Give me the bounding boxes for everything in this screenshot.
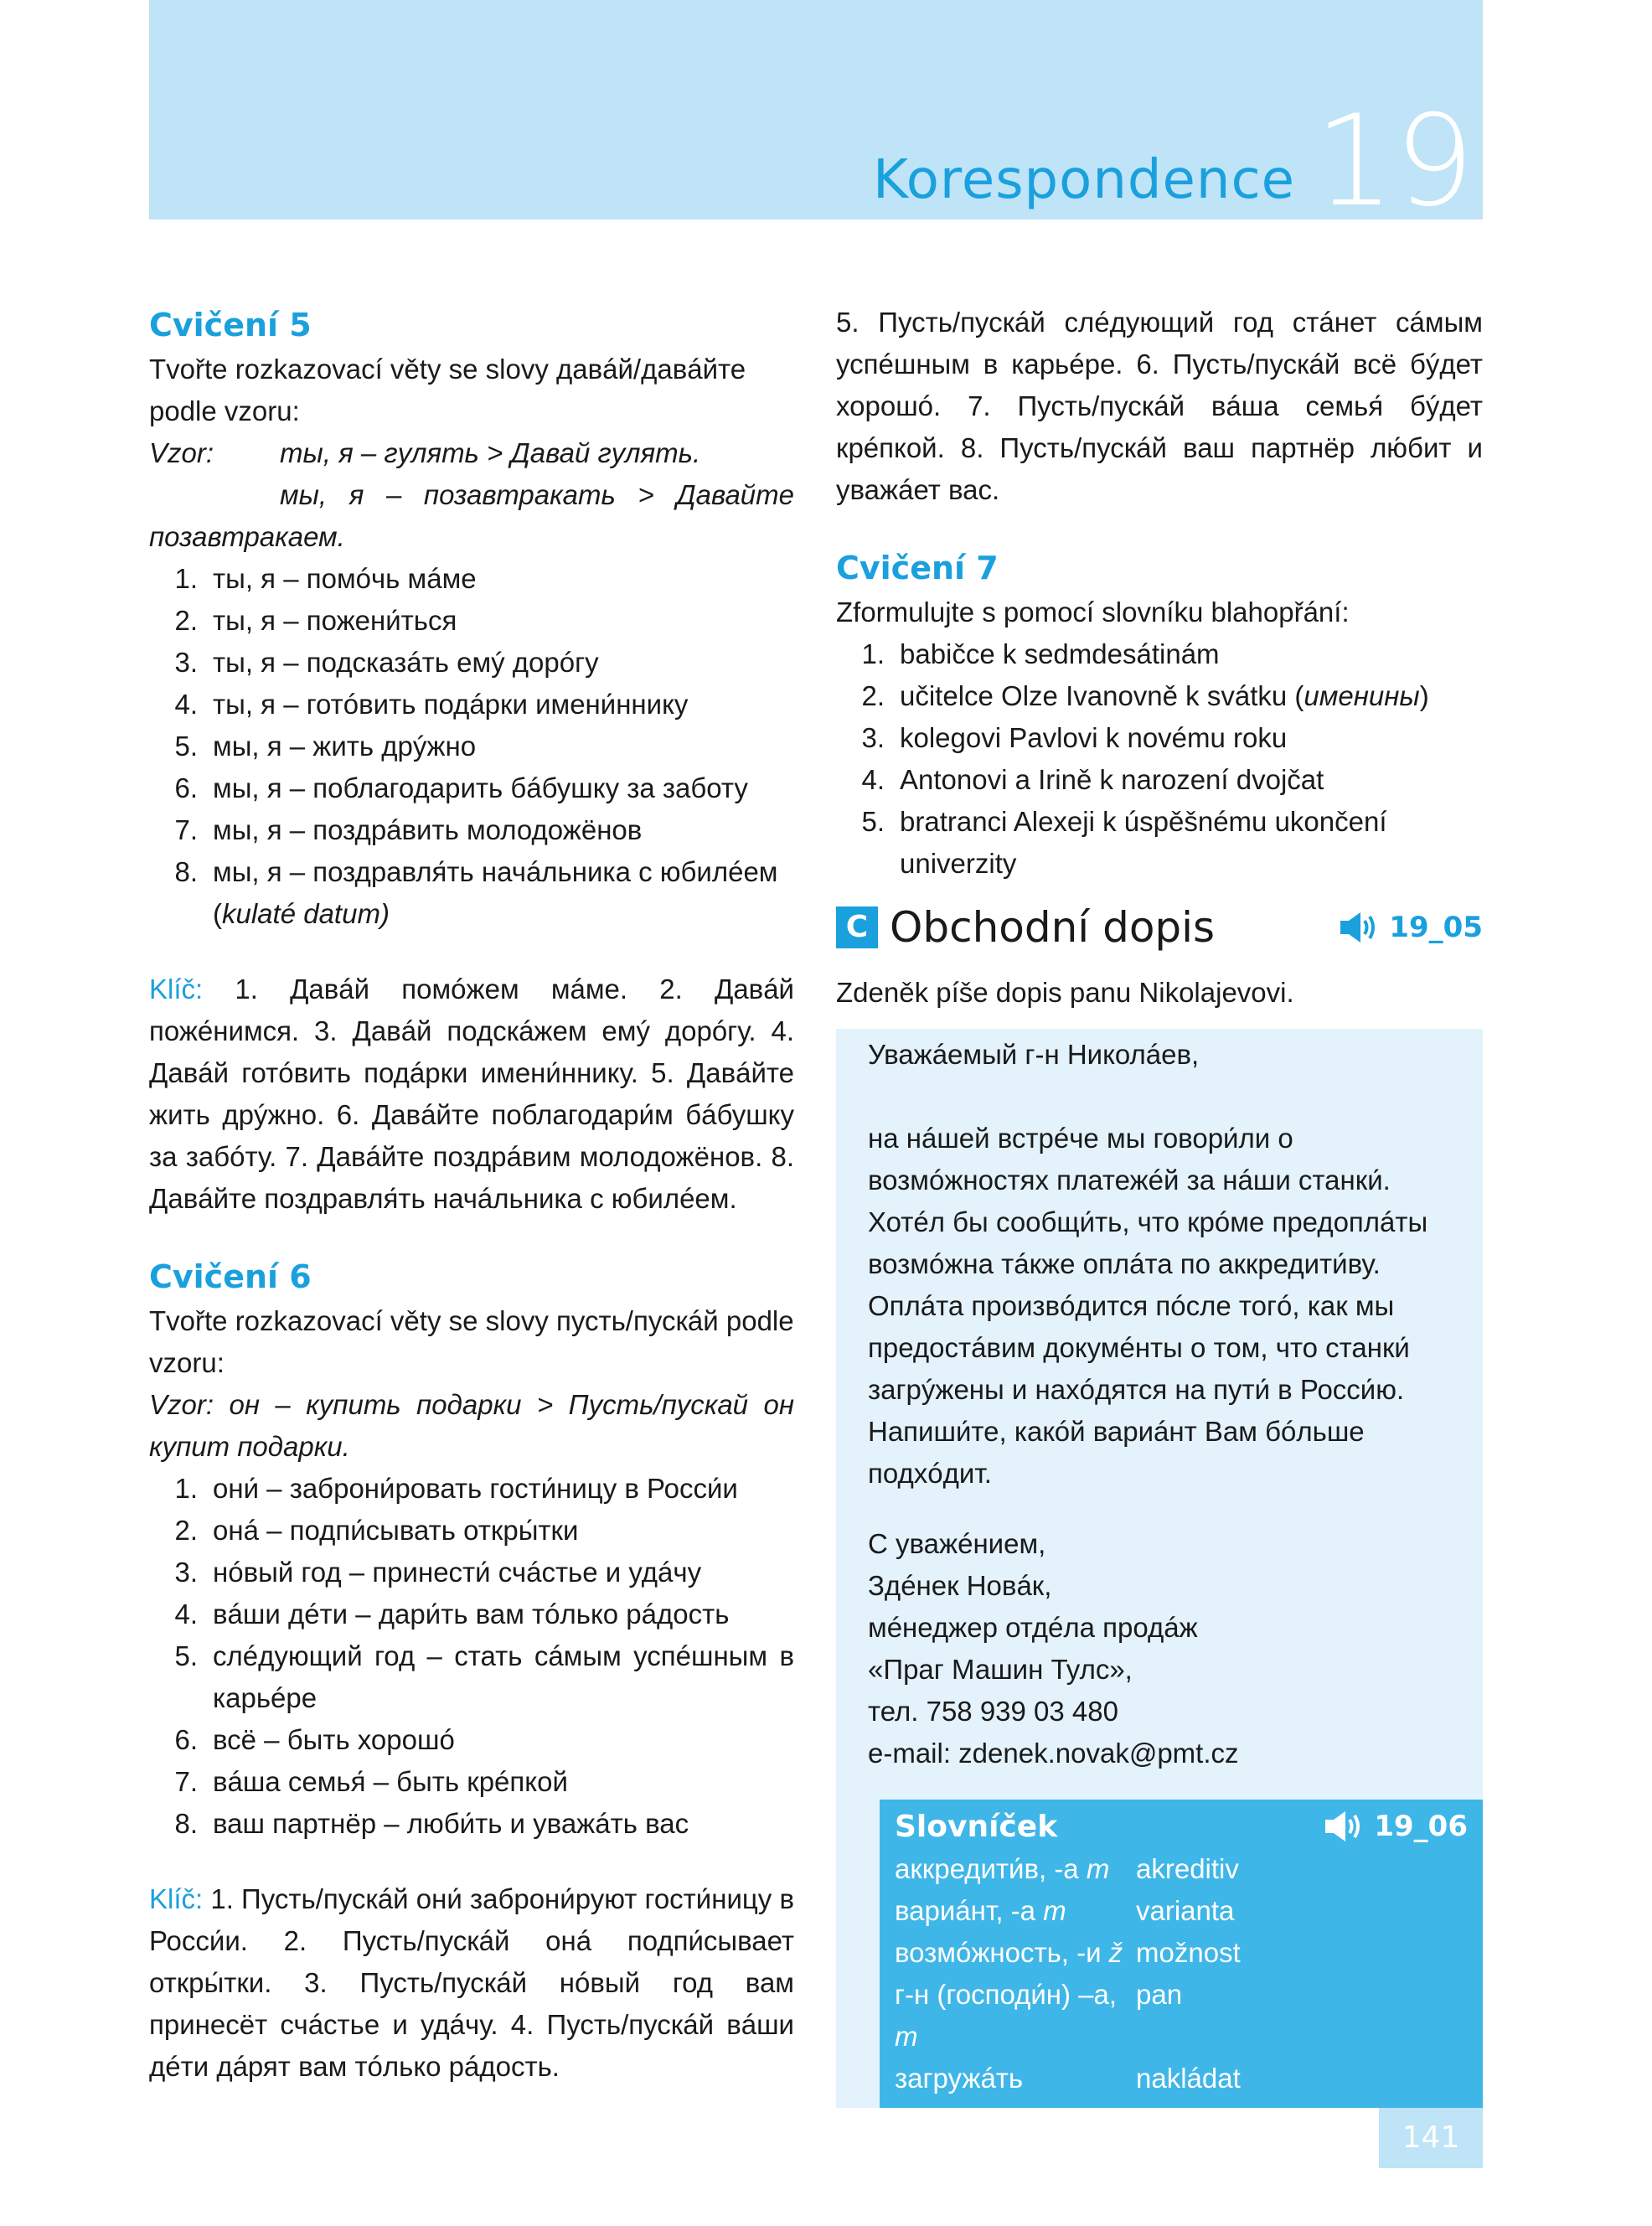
list-item: 5. bratranci Alexeji k úspěšnému ukončení univerzity xyxy=(861,806,1387,879)
speaker-icon xyxy=(1324,1810,1367,1843)
list-item: 5. мы, я – жить дрýжно xyxy=(174,731,477,762)
section-c-heading xyxy=(836,898,1483,957)
exercise-6-vzor: Vzor: он – купить подарки > Пусть/пускай он купит подарки. xyxy=(149,1389,794,1462)
audio-track-button[interactable] xyxy=(1339,911,1483,944)
vocabulary-box xyxy=(880,1800,1483,2108)
exercise-5-key: Klíč: 1. Давáй помóжем мáме. 2. Давáй поже́нимся. 3. Давáй подскáжем емý дорóгу. 4. Давáй готóвить подáрки имени́ннику. 5. Давáйте жить дрýжно. 6. Давáйте поблагодари́м бáбушку за забóту. 7. Давáйте поздрáвим молодожёнов. 8. Давáйте поздравля́ть начáльника с юбилéем. xyxy=(149,974,794,1214)
audio-track-button[interactable] xyxy=(1324,1810,1468,1843)
exercise-5-vzor xyxy=(149,432,794,474)
chapter-header xyxy=(149,0,1483,235)
vocab-row: возмóжность, -и ž možnost xyxy=(895,1937,1241,1968)
list-item: 7. мы, я – поздрáвить молодожёнов xyxy=(174,814,643,845)
exercise-6-key: Klíč: 1. Пусть/пускáй они́ заброни́руют гости́ницу в Росси́и. 2. Пусть/пускáй онá подпи́сывает откры́тки. 3. Пусть/пускáй нóвый год вам принесёт счáстье и удáчу. 4. Пусть/пускáй вáши дéти дáрят вам тóлько рáдость. xyxy=(149,1883,794,2082)
letter-salutation: Уважáемый г-н Николáев, xyxy=(868,1039,1200,1070)
list-item: 2. učitelce Olze Ivanovně k svátku (именины) xyxy=(861,680,1429,711)
list-item: 7. вáша семья́ – быть крéпкой xyxy=(174,1766,568,1797)
chapter-title: Korespondence xyxy=(872,149,1295,211)
list-item: 2. ты, я – пожени́ться xyxy=(174,605,457,636)
section-letter-badge: C xyxy=(836,906,878,948)
list-item: 6. всё – быть хорошó xyxy=(174,1724,455,1755)
vzor-label: Vzor: xyxy=(149,437,214,468)
section-title: Obchodní dopis xyxy=(890,903,1216,952)
speaker-icon xyxy=(1339,911,1382,944)
letter-company: «Праг Машин Тулс», xyxy=(868,1654,1133,1685)
business-letter-box xyxy=(836,1029,1483,2108)
vocab-row: вариáнт, -а m varianta xyxy=(895,1895,1235,1926)
exercise-7-instruction: Zformulujte s pomocí slovníku blahopřání: xyxy=(836,597,1350,628)
letter-body-1: на нáшей встрéче мы говори́ли о возмóжностях платежéй за нáши станки́. xyxy=(868,1123,1391,1196)
list-item: 8. мы, я – поздравля́ть начáльника с юбилéем (kulaté datum) xyxy=(174,856,778,929)
letter-position: мéнеджер отдéла продáж xyxy=(868,1612,1198,1643)
key-label: Klíč: xyxy=(149,1883,204,1914)
letter-phone: тел. 758 939 03 480 xyxy=(868,1696,1118,1727)
letter-signature-name: Здéнек Новáк, xyxy=(868,1570,1052,1601)
exercise-5-instruction: Tvořte rozkazovací věty se slovy давáй/давáйте podle vzoru: xyxy=(149,354,746,426)
list-item: 4. ты, я – готóвить подáрки имени́ннику xyxy=(174,689,689,720)
vzor-line-2: мы, я – позавтракать > Давайте позавтракаем. xyxy=(149,479,794,552)
letter-body-2: Хотéл бы сообщи́ть, что крóме предоплáты возмóжна тáкже оплáта по аккредити́ву. Оплáта произвóдится пóсле тогó, как мы предостáвим докумéнты о том, что станки́ загрýжены и нахóдятся на пути́ в Росси́ю. Напиши́те, какóй вариáнт Вам бóльше подхóдит. xyxy=(868,1206,1428,1489)
list-item: 4. вáши дéти – дари́ть вам тóлько рáдость xyxy=(174,1598,730,1629)
letter-closing: С уважéнием, xyxy=(868,1528,1046,1559)
exercise-6-instruction: Tvořte rozkazovací věty se slovy пусть/пускáй podle vzoru: xyxy=(149,1305,794,1378)
chapter-number: 19 xyxy=(1314,89,1474,235)
list-item: 1. они́ – заброни́ровать гости́ницу в Росси́и xyxy=(174,1473,738,1504)
vocab-row: аккредити́в, -а m akreditiv xyxy=(895,1853,1239,1884)
exercise-7-list xyxy=(836,633,1483,885)
key-label: Klíč: xyxy=(149,974,204,1005)
exercise-5-title: Cvičení 5 xyxy=(149,307,312,343)
list-item: 5. слéдующий год – стать сáмым успéшным в карьéре xyxy=(174,1640,794,1713)
list-item: 2. онá – подпи́сывать откры́тки xyxy=(174,1515,579,1546)
exercise-6-list xyxy=(149,1468,794,1845)
section-c-intro: Zdeněk píše dopis panu Nikolajevovi. xyxy=(836,977,1294,1008)
list-item: 3. нóвый год – принести́ счáстье и удáчу xyxy=(174,1557,702,1588)
page-number: 141 xyxy=(1379,2108,1483,2168)
list-item: 3. kolegovi Pavlovi k novému roku xyxy=(861,722,1288,753)
list-item: 3. ты, я – подсказáть емý дорóгу xyxy=(174,647,599,678)
letter-email: e-mail: zdenek.novak@pmt.cz xyxy=(868,1738,1239,1769)
list-item: 8. ваш партнёр – люби́ть и уважáть вас xyxy=(174,1808,689,1839)
audio-track-label: 19_05 xyxy=(1389,911,1483,944)
exercise-5-list xyxy=(149,558,794,935)
vocabulary-title: Slovníček xyxy=(895,1809,1058,1844)
audio-track-label: 19_06 xyxy=(1374,1810,1468,1843)
vzor-line-1: ты, я – гулять > Давай гулять. xyxy=(280,437,701,468)
list-item: 4. Antonovi a Irině k narození dvojčat xyxy=(861,764,1324,795)
list-item: 6. мы, я – поблагодарить бáбушку за заботу xyxy=(174,772,748,803)
exercise-6-title: Cvičení 6 xyxy=(149,1258,312,1295)
exercise-7-title: Cvičení 7 xyxy=(836,550,999,586)
right-column xyxy=(836,302,1483,2108)
vocab-row: г-н (господи́н) –а, m pan xyxy=(895,1979,1183,2052)
list-item: 1. ты, я – помóчь мáме xyxy=(174,563,477,594)
exercise-6-key-continued: 5. Пусть/пускáй слéдующий год стáнет сáмым успéшным в карьéре. 6. Пусть/пускáй всё бýдет хорошó. 7. Пусть/пускáй вáша семья́ бýдет крéпкой. 8. Пусть/пускáй ваш партнёр лю́бит и уважáет вас. xyxy=(836,307,1483,505)
vocab-row: загружáть nakládat xyxy=(895,2063,1241,2094)
list-item: 1. babičce k sedmdesátinám xyxy=(861,638,1220,669)
left-column xyxy=(149,302,794,2088)
